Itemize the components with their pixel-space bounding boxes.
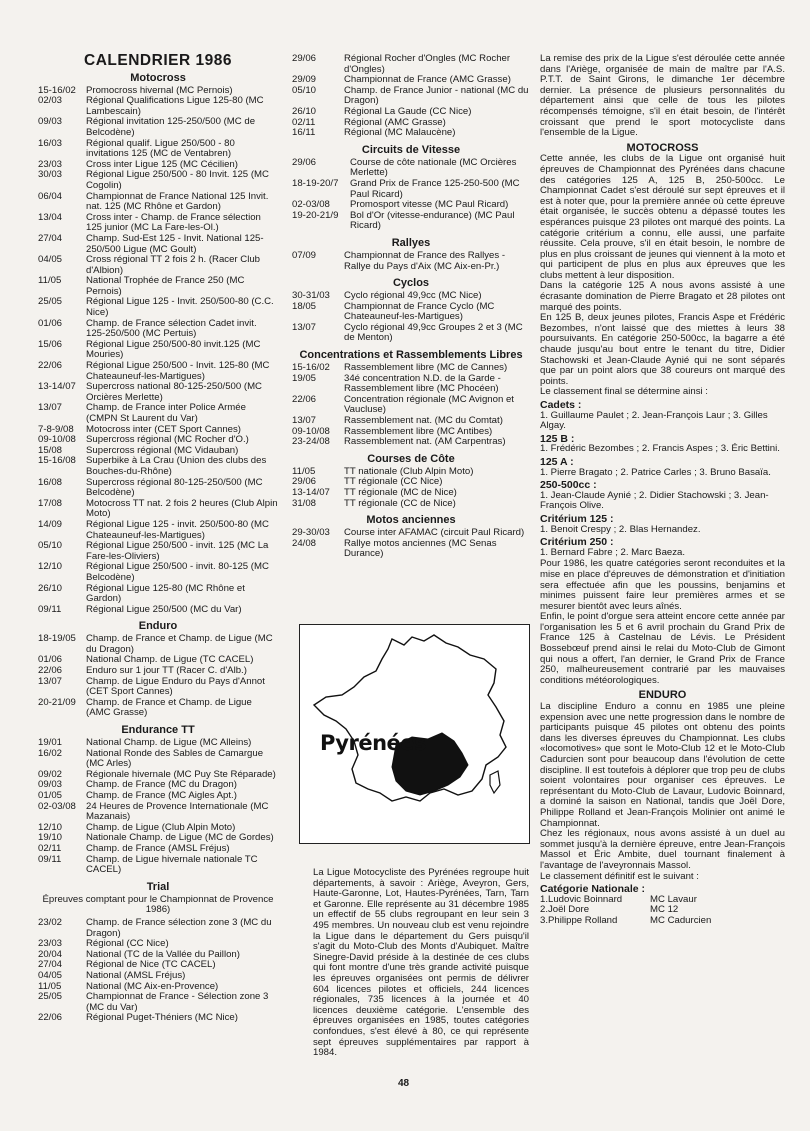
event-date: 02/03 (38, 95, 63, 107)
event-list-cote (292, 467, 530, 509)
event-row (292, 488, 530, 499)
article-paragraph: Chez les régionaux, nous avons assisté à un duel au sommet jusqu'à la dernière épreuve, entre Jean-François Massol et Éric Ambite, duel tournant finalement à l'avantage de l'aveyronnais Massol. (540, 828, 785, 871)
rider-name: 1.Ludovic Boinnard (540, 893, 623, 905)
event-date: 14/09 (38, 518, 63, 530)
event-date: 23-24/08 (292, 436, 330, 448)
event-description: Supercross national 80-125-250/500 (MC Orcières Merlette) (86, 381, 262, 403)
event-description: Champ. de France et Champ. de Ligue (MC du Dragon) (86, 633, 273, 655)
event-row (38, 340, 278, 361)
event-date: 22/06 (38, 1012, 63, 1024)
event-date: 19/05 (292, 372, 317, 384)
event-description: Grand Prix de France 125-250-500 (MC Paul Ricard) (350, 177, 520, 200)
event-description: Bol d'Or (vitesse-endurance) (MC Paul Ricard) (350, 209, 515, 232)
event-date: 01/06 (38, 317, 63, 329)
event-date: 19-20-21/9 (292, 209, 339, 221)
event-list-motocross (38, 86, 278, 616)
article-paragraph: Le classement définitif est le suivant : (540, 870, 699, 882)
event-description: National (TC de la Vallée du Paillon) (86, 948, 240, 960)
event-date: 11/05 (38, 980, 62, 992)
event-row (38, 844, 278, 855)
event-description: Champ. de France et Champ. de Ligue (AMC Grasse) (86, 696, 252, 719)
event-row (292, 128, 530, 139)
event-date: 22/06 (292, 393, 317, 405)
event-row (38, 456, 278, 477)
event-description: Rassemblement libre (MC de Cannes) (344, 362, 508, 374)
event-description: Championnat de France Cyclo (MC Chateauneuf-les-Martigues) (344, 300, 495, 323)
event-date: 13/07 (292, 321, 317, 333)
event-date: 11/05 (292, 465, 316, 477)
event-date: 13/07 (38, 675, 63, 687)
event-description: 34é concentration N.D. de la Garde - Rassemblement libre (MC Phocéen) (344, 372, 501, 395)
event-row (38, 971, 278, 982)
event-description: Cross inter - Champ. de France sélection 125 junior (MC La Fare-les-Ol.) (86, 211, 261, 234)
event-date: 29/06 (292, 476, 317, 488)
event-date: 22/06 (38, 360, 63, 372)
event-description: TT régionale (CC de Nice) (344, 497, 456, 509)
event-date: 15/08 (38, 444, 63, 456)
event-description: Motocross inter (CET Sport Cannes) (86, 423, 241, 435)
event-date: 01/05 (38, 790, 63, 801)
event-date: 13-14/07 (38, 381, 76, 393)
result-category: 125 A : (540, 455, 574, 468)
results-list (540, 400, 785, 558)
event-description: Régional Ligue 125 - Invit. 250/500-80 (C.C. Nice) (86, 296, 274, 319)
event-row (292, 539, 530, 560)
result-ranking: 1. Jean-Claude Aynié ; 2. Didier Stachowski ; 3. Jean-François Olive. (540, 489, 769, 512)
event-description: Régional (AMC Grasse) (344, 116, 446, 128)
result-category: Cadets : (540, 399, 582, 411)
event-date: 12/10 (38, 561, 63, 573)
event-date: 26/10 (38, 582, 63, 594)
page-number: 48 (398, 1078, 410, 1089)
event-description: National (AMSL Fréjus) (86, 969, 186, 981)
event-description: Régional invitation 125-250/500 (MC de Belcodène) (86, 116, 256, 138)
nationale-ranking (540, 895, 785, 927)
event-date: 02-03/08 (38, 800, 76, 812)
event-row (292, 374, 530, 395)
event-description: Supercross régional (MC Rocher d'O.) (86, 434, 249, 446)
event-row (38, 634, 278, 655)
event-description: Régionale hivernale (MC Puy Ste Réparade) (86, 768, 276, 780)
event-list-vitesse (292, 158, 530, 232)
event-date: 09-10/08 (292, 425, 330, 437)
event-description: Régional Ligue 250/500 - 80 Invit. 125 (MC Cogolin) (86, 169, 269, 191)
event-date: 25/05 (38, 991, 63, 1003)
event-row (292, 158, 530, 179)
event-description: TT régionale (MC de Nice) (344, 487, 457, 498)
event-description: Cyclo régional 49,9cc Groupes 2 et 3 (MC de Menton) (344, 321, 523, 344)
event-description: Rallye motos anciennes (MC Senas Durance) (344, 537, 497, 560)
section-heading-trial: Trial (146, 880, 170, 893)
event-list-rallyes (292, 251, 530, 272)
calendar-column-1 (38, 52, 278, 1024)
event-description: Cyclo régional 49,9cc (MC Nice) (344, 290, 482, 302)
event-row (38, 382, 278, 403)
event-date: 7-8-9/08 (38, 423, 74, 435)
event-list-anciennes (292, 528, 530, 560)
event-date: 29-30/03 (292, 527, 330, 539)
article-paragraph: La remise des prix de la Ligue s'est déroulée cette année dans l'Ariège, organisée de main de maître par l'A.S. P.T.T. de Saint Girons, le dimanche 1er décembre dernier. La présence de plusieurs personnalités du département ainsi que celle de tous les pilotes récompensés témoigne, s'il en était besoin, de l'intérêt croissant que prend le sport motocycliste dans l'ensemble de la Ligue. (540, 53, 785, 139)
event-description: Régional Puget-Théniers (MC Nice) (86, 1012, 238, 1024)
event-date: 16/03 (38, 137, 63, 149)
event-description: Régional Ligue 250/500 - invit. 80-125 (MC Belcodène) (86, 561, 269, 583)
article-paragraph: Cette année, les clubs de la Ligue ont organisé huit épreuves de Championnat des Pyrénées dans chacune des catégories 125 A, 125 B, 250-500cc. Le Championnat Cadet s'est déroulé sur sept épreuves et il est à noter que, pour la première année où cette épreuve était organisée, le succès obtenu a dépassé toutes les espérances puisque 23 pilotes ont marqué des points. La catégorie critérium a connu, elle aussi, une parfaite réussite. Cela prouve, s'il en était besoin, le nombre de plus en plus croissant de jeunes qui viennent à la moto et qui participent de plus en plus aux épreuves que les clubs mettent à leur disposition. (540, 153, 785, 281)
result-category: Critérium 250 : (540, 536, 614, 549)
section-heading-motocross: Motocross (130, 71, 186, 84)
section-heading-enduro: Enduro (138, 620, 178, 633)
article-paragraph: Le classement final se détermine ainsi : (540, 386, 708, 398)
event-date: 20-21/09 (38, 696, 76, 708)
event-description: Champ. Sud-Est 125 - Invit. National 125-250/500 Ligue (MC Goult) (86, 232, 264, 255)
event-description: Rassemblement nat. (AM Carpentras) (344, 436, 506, 448)
event-row (38, 605, 278, 616)
event-list-concentrations (292, 363, 530, 448)
event-description: Promosport vitesse (MC Paul Ricard) (350, 199, 509, 211)
event-description: Champ. de France sélection Cadet invit. 125-250/500 (MC Pertuis) (86, 317, 257, 340)
event-date: 29/06 (292, 53, 317, 64)
event-date: 09/11 (38, 853, 62, 865)
event-list-endurance (38, 738, 278, 876)
event-description: Régional Ligue 250/500-80 invit.125 (MC Mouries) (86, 338, 261, 361)
event-description: 24 Heures de Provence Internationale (MC Mazanais) (86, 800, 269, 823)
event-date: 18-19/05 (38, 633, 76, 645)
event-description: Champ. de Ligue (Club Alpin Moto) (86, 821, 236, 833)
section-heading-cote: Courses de Côte (367, 452, 455, 465)
event-date: 29/09 (292, 74, 317, 86)
event-description: Champ. de France (MC du Dragon) (86, 779, 237, 791)
event-row (38, 276, 278, 297)
event-date: 09-10/08 (38, 434, 76, 446)
event-date: 17/08 (38, 497, 63, 509)
event-row (38, 541, 278, 562)
event-row (292, 211, 530, 232)
event-row (38, 213, 278, 234)
event-description: Régional (CC Nice) (86, 938, 169, 950)
event-date: 29/06 (292, 156, 317, 168)
event-row (292, 86, 530, 107)
event-description: Régional Qualifications Ligue 125-80 (MC Lambescain) (86, 95, 264, 117)
france-map-figure (299, 624, 530, 844)
event-description: Régional Ligue 125 - invit. 250/500-80 (MC Chateauneuf-les-Martigues) (86, 518, 269, 541)
event-row (38, 192, 278, 213)
event-row (38, 499, 278, 520)
event-description: Champ. de France inter Police Armée (CMPN St Laurent du Var) (86, 402, 246, 424)
event-row (292, 302, 530, 323)
event-date: 09/11 (38, 603, 62, 615)
result-ranking: 1. Pierre Bragato ; 2. Patrice Carles ; 3. Bruno Basaïa. (540, 466, 771, 478)
event-row (38, 918, 278, 939)
event-row (38, 562, 278, 583)
section-heading-endurance: Endurance TT (121, 724, 195, 737)
rider-name: 3.Philippe Rolland (540, 914, 618, 926)
event-row (38, 403, 278, 424)
event-row (292, 323, 530, 344)
event-row (38, 855, 278, 876)
event-description: Régional de Nice (TC CACEL) (86, 959, 216, 971)
event-description: TT régionale (CC Nice) (344, 476, 443, 488)
result-ranking: 1. Benoit Crespy ; 2. Blas Hernandez. (540, 523, 701, 535)
section-heading-anciennes: Motos anciennes (366, 514, 456, 527)
event-date: 16/02 (38, 747, 63, 759)
heading-enduro: ENDURO (638, 689, 687, 702)
event-date: 15-16/02 (292, 362, 330, 374)
result-ranking: 1. Guillaume Paulet ; 2. Jean-François Laur ; 3. Gilles Algay. (540, 409, 768, 432)
event-description: Rassemblement nat. (MC du Comtat) (344, 415, 503, 427)
article-paragraph: La discipline Enduro a connu en 1985 une pleine expension avec une nette progression dans le nombre de participants puisque 45 pilotes ont obtenu des points dans les diverses épreuves du Championnat. Les clubs «locomotives» que sont le Moto-Club 12 et le Moto-Club Cadurcien sont pour beaucoup dans l'évolution de cette discipline. Il est toutefois à déplorer que trop peu de clubs soient volontaires pour organiser ces épreuves. Le représentant du Moto-Club de Lavaur, Ludovic Boinnard, a dominé la saison en National, tandis que Joël Dore, Philippe Rolland et Jean-François Molinier ont animé le Championnat. (540, 701, 785, 829)
event-row (292, 179, 530, 200)
section-heading-rallyes: Rallyes (391, 236, 431, 249)
event-row (292, 107, 530, 118)
event-row (38, 255, 278, 276)
event-description: National Champ. de Ligue (MC Alleins) (86, 737, 252, 749)
event-row (292, 54, 530, 75)
rider-club: MC Lavaur (650, 893, 697, 905)
event-row (38, 992, 278, 1013)
event-date: 15/06 (38, 338, 63, 350)
event-date: 18/05 (292, 300, 317, 312)
section-subheading-trial: Épreuves comptant pour le Championnat de Provence 1986) (42, 893, 274, 916)
event-description: Cross inter Ligue 125 (MC Cécilien) (86, 158, 238, 170)
event-date: 30-31/03 (292, 290, 330, 302)
event-row (38, 297, 278, 318)
calendar-column-2 (292, 54, 530, 560)
article-paragraph: Pour 1986, les quatre catégories seront reconduites et la mise en place d'épreuves de démonstration et d'initiation sera effectuée afin que les poussins, benjamins et minimes puissent faire leur premières armes et se mesurer bientôt avec leurs aînés. (540, 558, 785, 612)
event-description: Cross régional TT 2 fois 2 h. (Racer Club d'Albion) (86, 254, 261, 276)
event-description: National Trophée de France 250 (MC Pernois) (86, 275, 245, 297)
event-description: Champ. de Ligue hivernale nationale TC CACEL) (86, 853, 258, 876)
event-description: National Ronde des Sables de Camargue (MC Arles) (86, 747, 264, 770)
article-paragraph: En 125 B, deux jeunes pilotes, Francis Aspe et Frédéric Bezombes, n'ont laissé que des miettes à leurs 38 poursuivants. En catégorie 250-500cc, la bagarre a été chaude jusqu'au bout entre le tenant du titre, Didier Stachowski et Jean-Claude Aynié qui ne sont séparés que par un point alors que 38 coureurs ont marqué des points. (540, 312, 785, 387)
event-date: 07/09 (292, 249, 317, 261)
event-description: TT nationale (Club Alpin Moto) (344, 465, 474, 477)
event-date: 24/08 (292, 537, 317, 549)
event-row (292, 499, 530, 510)
event-row (38, 584, 278, 605)
event-date: 05/10 (38, 540, 63, 552)
event-date: 15-16/02 (38, 84, 76, 96)
event-date: 09/03 (38, 116, 63, 128)
event-description: Régional La Gaude (CC Nice) (344, 105, 472, 117)
event-date: 20/04 (38, 948, 63, 960)
rider-name: 2.Joël Dore (540, 904, 590, 916)
event-description: Régional Ligue 125-80 (MC Rhône et Gardon) (86, 582, 245, 605)
result-category: Critérium 125 : (540, 512, 614, 525)
event-date: 27/04 (38, 959, 63, 971)
event-row (292, 251, 530, 272)
event-date: 02/11 (38, 842, 62, 854)
event-row (38, 698, 278, 719)
section-heading-concentrations: Concentrations et Rassemblements Libres (299, 349, 523, 362)
event-date: 31/08 (292, 497, 317, 509)
event-date: 02-03/08 (292, 199, 330, 211)
event-description: Course de côte nationale (MC Orcières Merlette) (350, 156, 517, 179)
event-date: 16/08 (38, 476, 63, 488)
event-row (292, 437, 530, 448)
event-description: Régional qualif. Ligue 250/500 - 80 invitations 125 (MC de Ventabren) (86, 137, 235, 160)
ligue-intro-text: La Ligue Motocycliste des Pyrénées regroupe huit départements, à savoir : Ariège, Aveyron, Gers, Haute-Garonne, Lot, Hautes-Pyrénées, Tarn, Tarn et Garonne. Elle représente au 31 décembre 1985 un effectif de 55 clubs regroupant en leur sein 3 495 membres. Un nouveau club est venu rejoindre la Ligue dans le département du Gers puisqu'il s'agit du Moto-Club des Monts d'Aubiquet. Maître Sinegre-David préside à la destinée de ces clubs qui font montre d'une très grande activité puisque les épreuves organisées ont permis de délivrer 604 licences pilotes et officiels, 244 licences régionales, 735 licences à la journée et 40 licences deuxième catégorie. L'ensemble des épreuves organisées en 1985, toutes catégories confondues, s'est élevé à 80, ce qui représente sept épreuves supplémentaires par rapport à 1984. (313, 867, 529, 1059)
event-date: 26/10 (292, 105, 317, 117)
event-date: 23/03 (38, 938, 63, 950)
event-row (38, 677, 278, 698)
event-date: 13-14/07 (292, 487, 330, 498)
event-date: 19/10 (38, 832, 63, 844)
event-description: Champ. de France Junior - national (MC du Dragon) (344, 84, 529, 107)
event-date: 22/06 (38, 665, 63, 677)
event-date: 11/05 (38, 275, 62, 287)
event-date: 23/03 (38, 158, 63, 170)
section-heading-cyclos: Cyclos (392, 277, 430, 290)
event-row (38, 520, 278, 541)
event-date: 04/05 (38, 969, 63, 981)
event-date: 01/06 (38, 654, 63, 666)
event-row (38, 749, 278, 770)
corsica-outline (490, 771, 500, 793)
article-paragraph: Dans la catégorie 125 A nous avons assisté à une écrasante domination de Pierre Bragato et 28 pilotes ont marqué des points. (540, 280, 785, 313)
event-description: National (MC Aix-en-Provence) (86, 980, 219, 992)
event-date: 02/11 (292, 116, 316, 128)
event-list-trial-continued (292, 54, 530, 139)
result-ranking: 1. Bernard Fabre ; 2. Marc Baeza. (540, 546, 686, 558)
event-row (38, 361, 278, 382)
rider-club: MC Cadurcien (650, 914, 712, 926)
result-category: 250-500cc : (540, 479, 597, 492)
event-row (38, 234, 278, 255)
event-row (38, 319, 278, 340)
event-row (38, 117, 278, 138)
event-description: Supercross régional (MC Vidauban) (86, 444, 239, 456)
result-category: 125 B : (540, 432, 575, 445)
event-description: Concentration régionale (MC Avignon et Vaucluse) (344, 393, 514, 416)
event-date: 25/05 (38, 296, 63, 308)
event-date: 15-16/08 (38, 455, 76, 467)
event-date: 05/10 (292, 84, 317, 96)
event-date: 16/11 (292, 127, 316, 139)
page-title: CALENDRIER 1986 (84, 52, 232, 69)
event-description: Enduro sur 1 jour TT (Racer C. d'Alb.) (86, 665, 247, 677)
event-description: Superbike à La Crau (Union des clubs des Bouches-du-Rhône) (86, 455, 267, 477)
event-list-trial (38, 918, 278, 1024)
event-description: Motocross TT nat. 2 fois 2 heures (Club Alpin Moto) (86, 497, 278, 520)
event-description: Championnat de France (AMC Grasse) (344, 74, 511, 86)
event-date: 04/05 (38, 254, 63, 266)
event-date: 06/04 (38, 190, 63, 202)
event-description: Championnat de France - Sélection zone 3 (MC du Var) (86, 991, 269, 1013)
event-row (38, 96, 278, 117)
article-paragraph: Enfin, le point d'orgue sera atteint encore cette année par l'organisation les 5 et 6 avril prochain du Grand Prix de France 125 à Castelnau de Lévis. Le Président Bossebœuf prend ainsi le relai du Moto-Club de Gimont qui nous a offert, l'an dernier, le Grand Prix de France 250, malheureusement contrarié par les mauvaises conditions météorologiques. (540, 611, 785, 686)
event-description: Champ. de France sélection zone 3 (MC du Dragon) (86, 916, 272, 939)
event-date: 13/07 (292, 415, 317, 427)
event-row (38, 170, 278, 191)
event-description: Régional Ligue 250/500 - invit. 125 (MC La Fare-les-Oliviers) (86, 540, 269, 562)
event-date: 19/01 (38, 737, 63, 749)
event-description: Champ. de France (MC Aigles Apt.) (86, 790, 237, 801)
event-description: Régional Ligue 250/500 - Invit. 125-80 (MC Chateauneuf-les-Martigues) (86, 360, 270, 382)
nationale-heading: Catégorie Nationale : (540, 883, 646, 896)
event-date: 13/04 (38, 211, 63, 223)
map-label: Pyrénées (320, 731, 427, 755)
event-list-cyclos (292, 291, 530, 344)
event-date: 09/03 (38, 779, 63, 791)
event-description: Rassemblement libre (MC Antibes) (344, 425, 493, 437)
event-description: Régional Ligue 250/500 (MC du Var) (86, 603, 242, 615)
result-ranking: 1. Frédéric Bezombes ; 2. Francis Aspes ; 3. Éric Bettini. (540, 443, 780, 455)
event-date: 27/04 (38, 232, 63, 244)
event-row (38, 802, 278, 823)
event-date: 09/02 (38, 768, 63, 780)
event-description: Championnat de France des Rallyes - Rallye du Pays d'Aix (MC Aix-en-Pr.) (344, 249, 506, 272)
event-description: National Champ. de Ligue (TC CACEL) (86, 654, 254, 666)
rider-club: MC 12 (650, 904, 679, 916)
event-description: Nationale Champ. de Ligue (MC de Gordes) (86, 832, 274, 844)
ranking-row (540, 916, 785, 927)
event-row (38, 1013, 278, 1024)
event-row (38, 791, 278, 802)
event-row (38, 139, 278, 160)
event-row (38, 478, 278, 499)
event-date: 23/02 (38, 916, 63, 928)
event-row (292, 395, 530, 416)
event-description: Champ. de Ligue Enduro du Pays d'Annot (CET Sport Cannes) (86, 675, 265, 698)
event-description: Régional (MC Malaucène) (344, 127, 456, 139)
event-description: Supercross régional 80-125-250/500 (MC Belcodène) (86, 476, 263, 499)
event-description: Championnat de France National 125 Invit. nat. 125 (MC Rhône et Gardon) (86, 190, 269, 213)
article-column (540, 54, 785, 927)
event-date: 12/10 (38, 821, 63, 833)
event-description: Promocross hivernal (MC Pernois) (86, 84, 233, 96)
event-list-enduro (38, 634, 278, 719)
event-description: Régional Rocher d'Ongles (MC Rocher d'Ongles) (344, 53, 511, 75)
event-description: Course inter AFAMAC (circuit Paul Ricard) (344, 527, 525, 539)
event-description: Champ. de France (AMSL Fréjus) (86, 842, 230, 854)
section-heading-vitesse: Circuits de Vitesse (361, 143, 461, 156)
event-date: 18-19-20/7 (292, 177, 339, 189)
heading-motocross: MOTOCROSS (626, 141, 699, 154)
event-date: 30/03 (38, 169, 63, 181)
event-date: 13/07 (38, 402, 63, 414)
